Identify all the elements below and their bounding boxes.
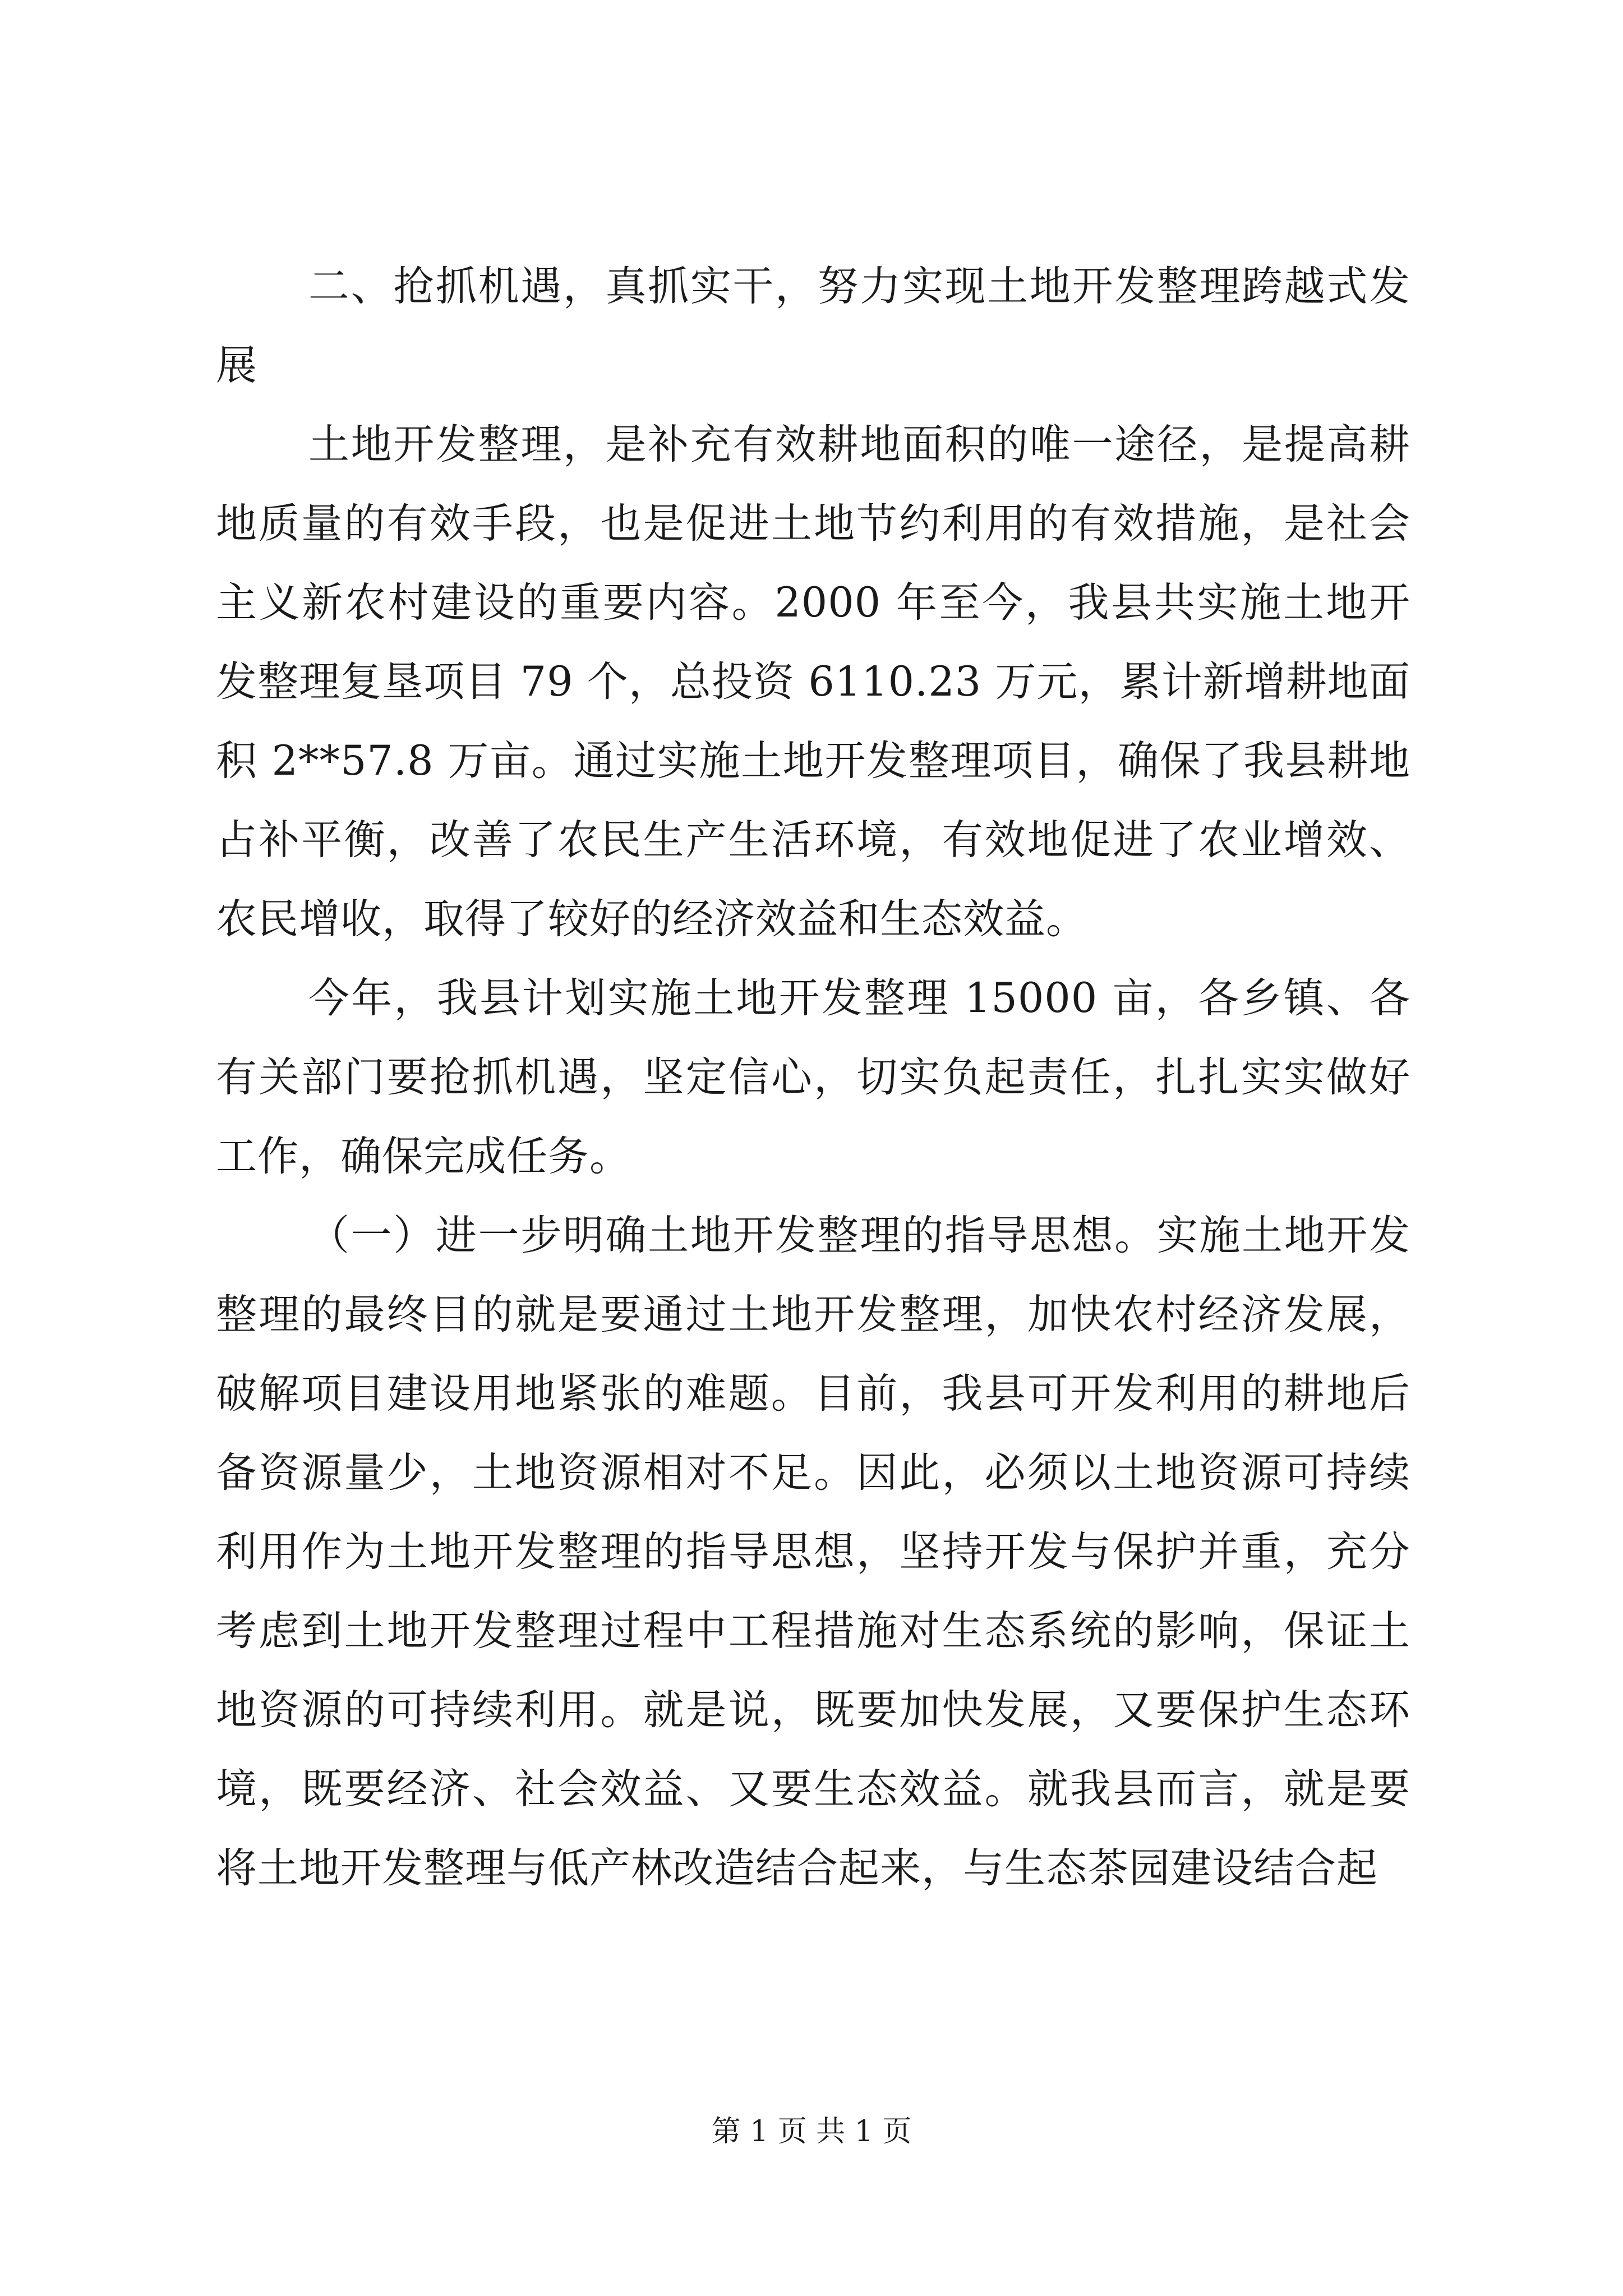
document-body [216, 247, 1410, 1908]
section-heading: 二、抢抓机遇，真抓实干，努力实现土地开发整理跨越式发展 [216, 263, 1410, 389]
paragraph-1: 土地开发整理，是补充有效耕地面积的唯一途径，是提高耕地质量的有效手段，也是促进土地节约利用的有效措施，是社会主义新农村建设的重要内容。2000 年至今，我县共实施土地开发整理复垦项目 79 个，总投资 6110.23 万元，累计新增耕地面积 2**57.8 万亩。通过实施土地开发整理项目，确保了我县耕地占补平衡，改善了农民生产生活环境，有效地促进了农业增效、农民增收，取得了较好的经济效益和生态效益。 [216, 421, 1410, 943]
paragraph-3: （一）进一步明确土地开发整理的指导思想。实施土地开发整理的最终目的就是要通过土地开发整理，加快农村经济发展，破解项目建设用地紧张的难题。目前，我县可开发利用的耕地后备资源量少，土地资源相对不足。因此，必须以土地资源可持续利用作为土地开发整理的指导思想，坚持开发与保护并重，充分考虑到土地开发整理过程中工程措施对生态系统的影响，保证土地资源的可持续利用。就是说，既要加快发展，又要保护生态环境，既要经济、社会效益、又要生态效益。就我县而言，就是要将土地开发整理与低产林改造结合起来，与生态茶园建设结合起 [216, 1212, 1410, 1892]
page-footer: 第 1 页 共 1 页 [711, 2115, 912, 2148]
paragraph-2: 今年，我县计划实施土地开发整理 15000 亩，各乡镇、各有关部门要抢抓机遇，坚定信心，切实负起责任，扎扎实实做好工作，确保完成任务。 [216, 974, 1410, 1180]
